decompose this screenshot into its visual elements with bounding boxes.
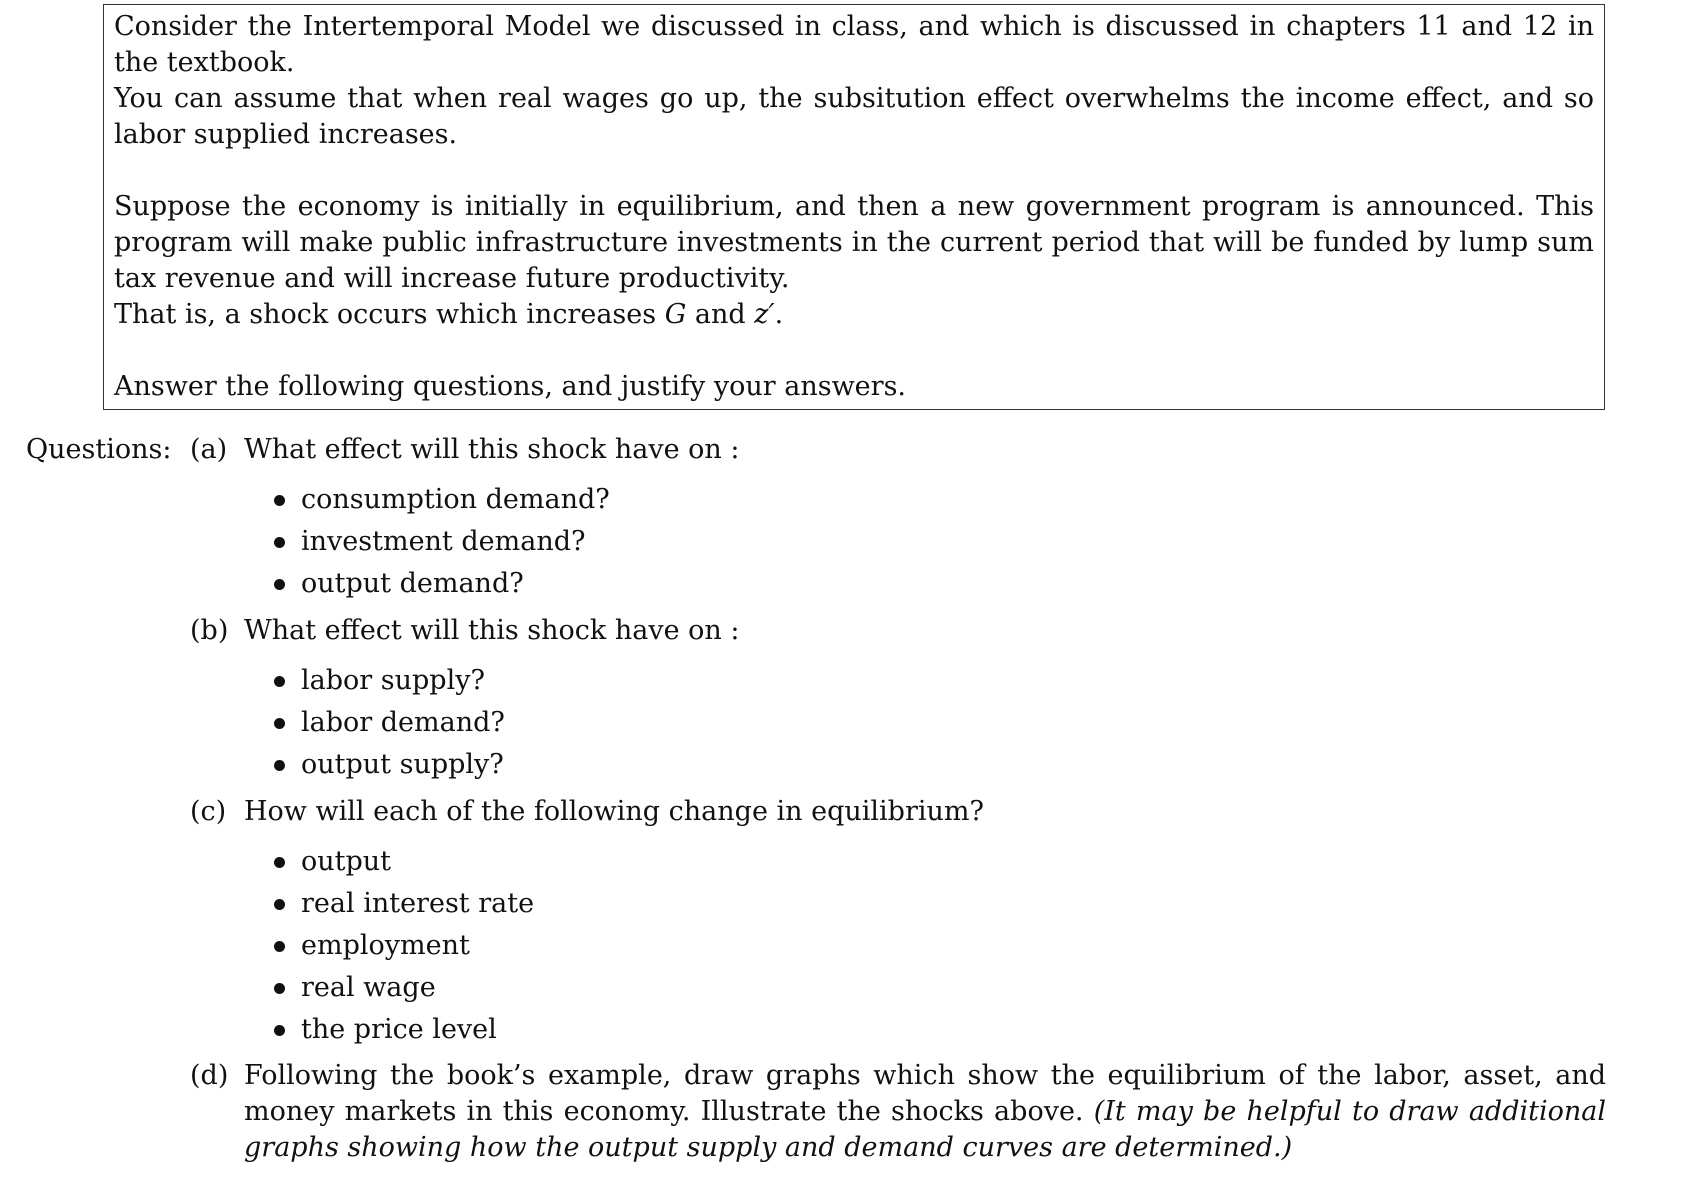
bullet-icon <box>274 676 285 687</box>
bullet-icon <box>274 983 285 994</box>
question-a-list <box>272 479 610 605</box>
intro-paragraph-assumption: You can assume that when real wages go up, the subsitution effect overwhelms the income effect, and so labor supplied increases. <box>114 83 1594 150</box>
list-item <box>272 883 534 925</box>
question-c-list <box>272 841 534 1051</box>
question-b <box>190 613 1606 649</box>
shock-text-and: and <box>686 299 755 330</box>
question-d-note: (It may be helpful to draw additional graphs showing how the output supply and demand curves are determined.) <box>244 1096 1606 1163</box>
question-d-letter: (d) <box>190 1060 229 1091</box>
bullet-icon <box>274 899 285 910</box>
list-item-text: output supply? <box>301 749 504 780</box>
list-item <box>272 925 534 967</box>
list-item <box>272 967 534 1009</box>
intro-paragraph-instructions: Answer the following questions, and justify your answers. <box>114 371 907 402</box>
bullet-icon <box>274 857 285 868</box>
list-item-text: output <box>301 846 392 877</box>
list-item <box>272 744 505 786</box>
list-item-text: employment <box>301 930 470 961</box>
questions-label: Questions: <box>26 434 172 465</box>
question-b-text: What effect will this shock have on : <box>244 615 740 646</box>
question-d <box>190 1058 1606 1166</box>
question-c <box>190 794 1606 830</box>
question-d-text <box>244 1058 1606 1166</box>
question-d-main-text: Following the book’s example, draw graphs which show the equilibrium of the labor, asset, and money markets in this economy. Illustrate the shocks above. <box>244 1060 1606 1127</box>
list-item <box>272 1009 534 1051</box>
question-b-list <box>272 660 505 786</box>
bullet-icon <box>274 537 285 548</box>
shock-text-suffix: . <box>774 299 784 330</box>
shock-text-prefix: That is, a shock occurs which increases <box>114 299 665 330</box>
list-item-text: the price level <box>301 1014 497 1045</box>
question-a-letter: (a) <box>190 434 228 465</box>
list-item-text: labor supply? <box>301 665 485 696</box>
list-item-text: output demand? <box>301 568 524 599</box>
question-c-letter: (c) <box>190 796 227 827</box>
question-a <box>190 432 1606 468</box>
list-item <box>272 479 610 521</box>
intro-paragraph-course: Consider the Intertemporal Model we discussed in class, and which is discussed in chapters 11 and 12 in the textbook. <box>114 11 1594 78</box>
list-item <box>272 521 610 563</box>
bullet-icon <box>274 579 285 590</box>
variable-z-prime: z′ <box>754 299 775 330</box>
list-item <box>272 702 505 744</box>
question-b-letter: (b) <box>190 615 229 646</box>
question-a-text: What effect will this shock have on : <box>244 434 740 465</box>
intro-paragraph-shock <box>114 297 1594 333</box>
variable-g: G <box>664 299 687 330</box>
intro-box <box>103 4 1605 410</box>
intro-paragraph-scenario: Suppose the economy is initially in equilibrium, and then a new government program is announced. This program will make public infrastructure investments in the current period that will be funded by lump sum tax revenue and will increase future productivity. <box>114 191 1594 294</box>
list-item <box>272 563 610 605</box>
list-item-text: real wage <box>301 972 436 1003</box>
list-item-text: consumption demand? <box>301 484 610 515</box>
list-item-text: labor demand? <box>301 707 505 738</box>
list-item-text: real interest rate <box>301 888 535 919</box>
bullet-icon <box>274 718 285 729</box>
question-c-text: How will each of the following change in equilibrium? <box>244 796 984 827</box>
list-item <box>272 660 505 702</box>
list-item <box>272 841 534 883</box>
bullet-icon <box>274 760 285 771</box>
bullet-icon <box>274 941 285 952</box>
bullet-icon <box>274 495 285 506</box>
bullet-icon <box>274 1025 285 1036</box>
list-item-text: investment demand? <box>301 526 586 557</box>
